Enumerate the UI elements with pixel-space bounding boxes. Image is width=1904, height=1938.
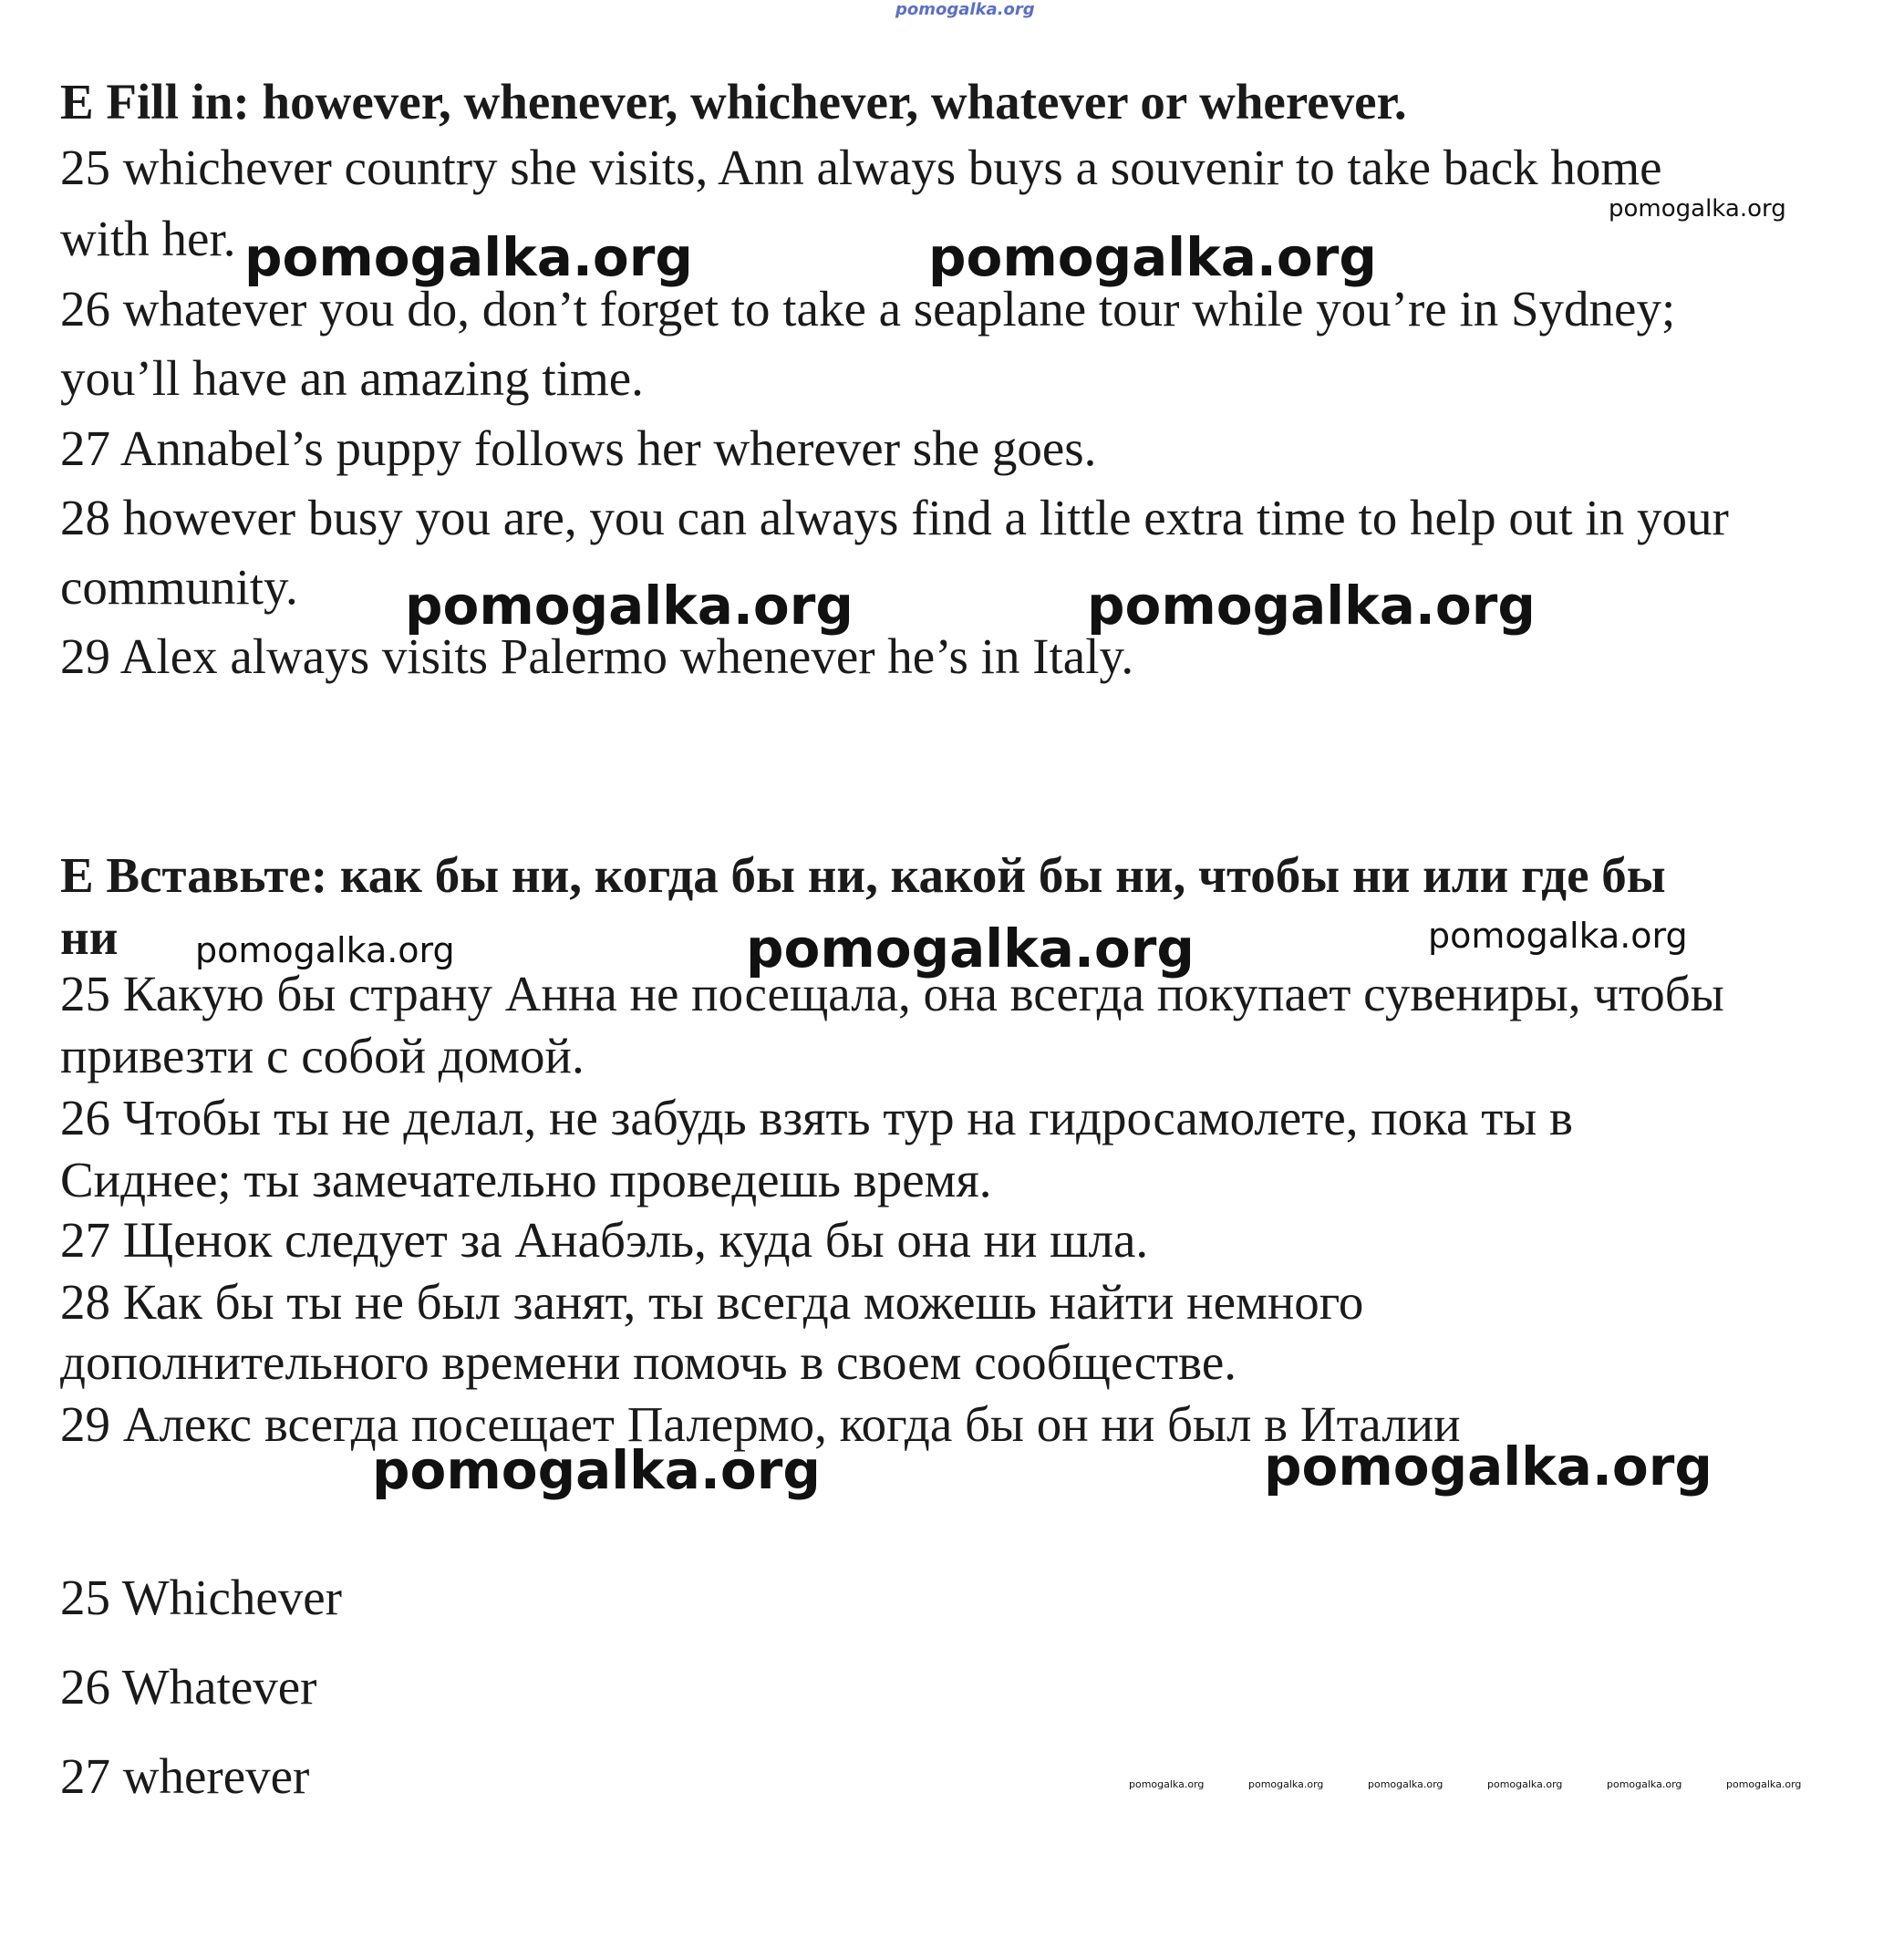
watermark-8: pomogalka.org [1428, 916, 1688, 956]
english-line-2: with her. [60, 211, 236, 266]
english-line-7: community. [60, 559, 298, 615]
english-heading: E Fill in: however, whenever, whichever, whatever or wherever. [60, 74, 1407, 130]
watermark-tiny-1: pomogalka.org [1129, 1778, 1205, 1790]
watermark-top: pomogalka.org [895, 0, 1035, 19]
english-line-1: 25 whichever country she visits, Ann always buys a souvenir to take back home [60, 140, 1662, 195]
russian-line-5: 27 Щенок следует за Анабэль, куда бы она ни шла. [60, 1212, 1149, 1268]
english-line-6: 28 however busy you are, you can always find a little extra time to help out in your [60, 490, 1729, 545]
watermark-tiny-4: pomogalka.org [1487, 1778, 1563, 1790]
russian-line-1: 25 Какую бы страну Анна не посещала, она всегда покупает сувениры, чтобы [60, 966, 1724, 1021]
russian-line-4: Сиднее; ты замечательно проведешь время. [60, 1152, 992, 1207]
watermark-3: pomogalka.org [928, 226, 1377, 288]
russian-line-3: 26 Чтобы ты не делал, не забудь взять тур на гидросамолете, пока ты в [60, 1090, 1573, 1145]
english-line-5: 27 Annabel’s puppy follows her wherever she goes. [60, 420, 1097, 476]
watermark-2: pomogalka.org [244, 226, 693, 288]
watermark-4: pomogalka.org [405, 575, 854, 637]
watermark-10: pomogalka.org [1264, 1435, 1713, 1498]
russian-line-2: привезти с собой домой. [60, 1028, 585, 1083]
watermark-tiny-5: pomogalka.org [1607, 1778, 1682, 1790]
watermark-9: pomogalka.org [372, 1439, 821, 1501]
english-line-3: 26 whatever you do, don’t forget to take a seaplane tour while you’re in Sydney; [60, 281, 1676, 337]
watermark-7: pomogalka.org [746, 917, 1195, 979]
watermark-tiny-3: pomogalka.org [1368, 1778, 1444, 1790]
answer-26: 26 Whatever [60, 1659, 317, 1715]
answer-25: 25 Whichever [60, 1570, 342, 1625]
russian-heading-line-2: ни [60, 909, 119, 965]
watermark-6: pomogalka.org [195, 930, 455, 970]
russian-heading-line-1: E Вставьте: как бы ни, когда бы ни, какой бы ни, чтобы ни или где бы [60, 847, 1666, 903]
watermark-5: pomogalka.org [1087, 575, 1536, 637]
english-line-4: you’ll have an amazing time. [60, 350, 644, 406]
watermark-tiny-6: pomogalka.org [1726, 1778, 1802, 1790]
answer-27: 27 wherever [60, 1748, 310, 1804]
russian-line-7: дополнительного времени помочь в своем сообществе. [60, 1334, 1237, 1390]
watermark-1: pomogalka.org [1609, 195, 1786, 223]
watermark-tiny-2: pomogalka.org [1248, 1778, 1324, 1790]
russian-line-8: 29 Алекс всегда посещает Палермо, когда бы он ни был в Италии [60, 1396, 1461, 1452]
russian-line-6: 28 Как бы ты не был занят, ты всегда можешь найти немного [60, 1274, 1364, 1330]
english-line-8: 29 Alex always visits Palermo whenever he’s in Italy. [60, 628, 1134, 684]
